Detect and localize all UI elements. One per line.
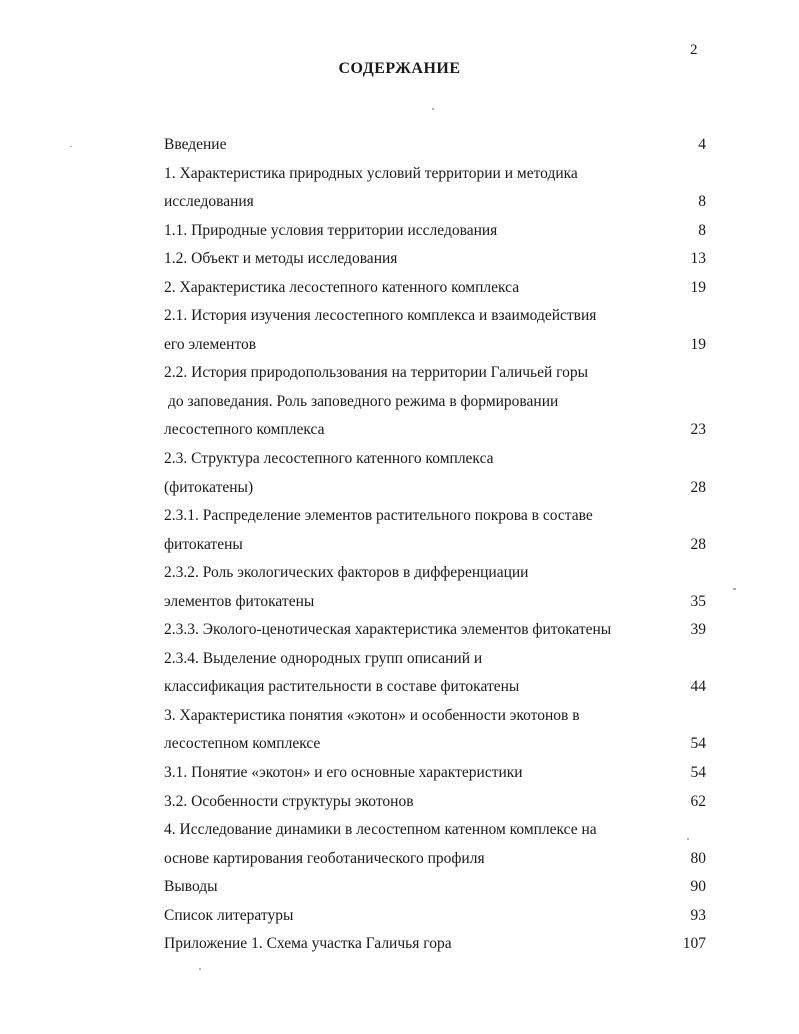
- toc-entry-text: 2.2. История природопользования на территории Галичьей горы: [164, 364, 589, 382]
- toc-line: [164, 732, 706, 761]
- toc-line: [164, 533, 706, 562]
- scan-speck: [733, 588, 736, 590]
- toc-entry-text: лесостепном комплексе: [164, 735, 321, 753]
- toc-entry-page: 19: [690, 335, 706, 353]
- toc-line: [164, 219, 706, 248]
- toc-entry-page: 28: [690, 478, 706, 496]
- toc-entry-text: лесостепного комплекса: [164, 421, 325, 439]
- toc-entry-text: 3. Характеристика понятия «экотон» и особенности экотонов в: [164, 706, 580, 724]
- toc-entry-text: Приложение 1. Схема участка Галичья гора: [164, 935, 452, 953]
- toc-line: [164, 247, 706, 276]
- table-of-contents: [164, 133, 706, 961]
- toc-entry-page: 93: [690, 906, 706, 924]
- toc-line: [164, 818, 706, 847]
- toc-line: [164, 361, 706, 390]
- toc-entry-text: элементов фитокатены: [164, 592, 315, 610]
- toc-line: [164, 847, 706, 876]
- toc-line: [164, 162, 706, 191]
- toc-line: [164, 932, 706, 961]
- toc-entry-page: 23: [690, 421, 706, 439]
- toc-entry-text: 1.1. Природные условия территории исследования: [164, 221, 498, 239]
- page-number: 2: [690, 42, 698, 58]
- toc-entry-text: фитокатены: [164, 535, 243, 553]
- toc-entry-text: 1. Характеристика природных условий территории и методика: [164, 164, 578, 182]
- toc-line: [164, 418, 706, 447]
- toc-line: [164, 618, 706, 647]
- toc-entry-page: 90: [690, 878, 706, 896]
- toc-entry-text: 3.1. Понятие «экотон» и его основные характеристики: [164, 764, 523, 782]
- toc-line: [164, 504, 706, 533]
- toc-line: [164, 390, 706, 419]
- toc-line: [164, 904, 706, 933]
- toc-line: [164, 133, 706, 162]
- toc-entry-page: 19: [690, 278, 706, 296]
- toc-line: [164, 704, 706, 733]
- toc-line: [164, 675, 706, 704]
- scan-speck: [70, 146, 72, 147]
- toc-entry-page: 35: [690, 592, 706, 610]
- toc-entry-page: 8: [698, 221, 706, 239]
- toc-entry-page: 80: [690, 849, 706, 867]
- toc-line: [164, 647, 706, 676]
- toc-line: [164, 476, 706, 505]
- toc-entry-text: 2.3.4. Выделение однородных групп описаний и: [164, 649, 483, 667]
- toc-entry-page: 8: [698, 193, 706, 211]
- toc-line: [164, 875, 706, 904]
- toc-entry-text: 2. Характеристика лесостепного катенного комплекса: [164, 278, 520, 296]
- toc-entry-page: 107: [682, 935, 706, 953]
- toc-entry-text: Список литературы: [164, 906, 294, 924]
- scan-speck: [199, 968, 201, 970]
- toc-entry-text: классификация растительности в составе фитокатены: [164, 678, 520, 696]
- toc-entry-page: 54: [690, 735, 706, 753]
- toc-entry-text: исследования: [164, 193, 254, 211]
- toc-entry-page: 39: [690, 621, 706, 639]
- toc-entry-text: основе картирования геоботанического профиля: [164, 849, 485, 867]
- toc-entry-text: Выводы: [164, 878, 218, 896]
- toc-entry-text: 1.2. Объект и методы исследования: [164, 250, 398, 268]
- scan-speck: [687, 838, 689, 840]
- scan-speck: [432, 108, 434, 110]
- toc-entry-page: 44: [690, 678, 706, 696]
- toc-line: [164, 276, 706, 305]
- toc-entry-page: 54: [690, 764, 706, 782]
- toc-line: [164, 333, 706, 362]
- toc-line: [164, 304, 706, 333]
- toc-line: [164, 447, 706, 476]
- toc-line: [164, 590, 706, 619]
- toc-line: [164, 761, 706, 790]
- toc-entry-text: 2.3.3. Эколого-ценотическая характеристика элементов фитокатены: [164, 621, 612, 639]
- toc-entry-text: 2.3.1. Распределение элементов растительного покрова в составе: [164, 507, 593, 525]
- toc-entry-text: 3.2. Особенности структуры экотонов: [164, 792, 414, 810]
- toc-entry-page: 62: [690, 792, 706, 810]
- toc-entry-text: 4. Исследование динамики в лесостепном катенном комплексе на: [164, 821, 597, 839]
- toc-line: [164, 190, 706, 219]
- toc-entry-page: 13: [690, 250, 706, 268]
- page-title: СОДЕРЖАНИЕ: [338, 60, 461, 77]
- toc-entry-text: его элементов: [164, 335, 257, 353]
- toc-entry-text: Введение: [164, 136, 227, 153]
- toc-line: [164, 561, 706, 590]
- toc-entry-text: 2.3. Структура лесостепного катенного комплекса: [164, 450, 494, 468]
- toc-entry-text: 2.3.2. Роль экологических факторов в дифференциации: [164, 564, 529, 582]
- toc-entry-text: 2.1. История изучения лесостепного комплекса и взаимодействия: [164, 307, 597, 325]
- toc-entry-page: 4: [698, 136, 706, 153]
- toc-entry-page: 28: [690, 535, 706, 553]
- toc-entry-text: (фитокатены): [164, 478, 254, 496]
- toc-entry-text: до заповедания. Роль заповедного режима в формировании: [168, 392, 559, 410]
- toc-line: [164, 790, 706, 819]
